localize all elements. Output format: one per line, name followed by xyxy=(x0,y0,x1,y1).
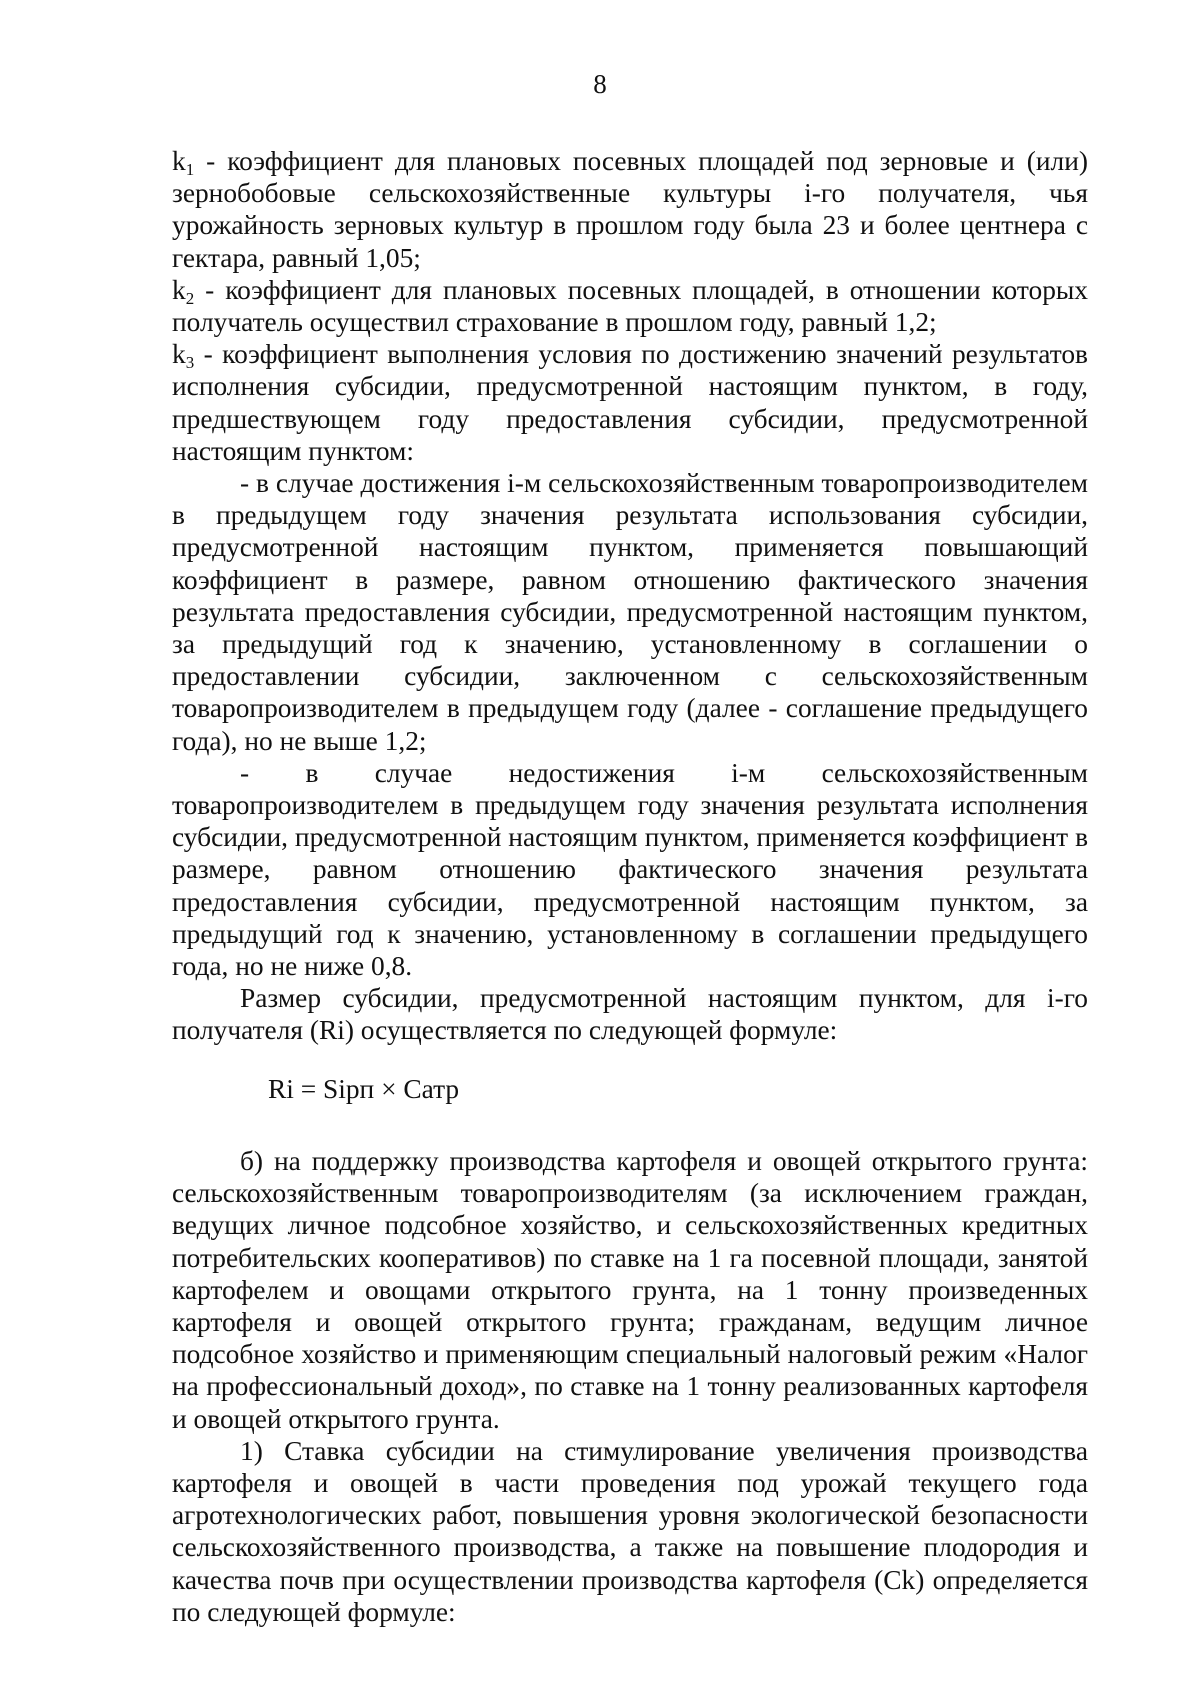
bullet-non-achievement: - в случае недостижения i-м сельскохозяйственным товаропроизводителем в предыдущем году значения результата исполнения субсидии, предусмотренной настоящим пунктом, применяется коэффициент в размере, равном отношению фактического значения результата предоставления субсидии, предусмотренной настоящим пунктом, за предыдущий год к значению, установленному в соглашении предыдущего года, но не ниже 0,8. xyxy=(172,757,1088,982)
page-number: 8 xyxy=(593,69,607,99)
symbol-k3: $k_3$ xyxy=(172,339,195,372)
definition-k3 xyxy=(172,338,1088,467)
definition-k2-text: - коэффициент для плановых посевных площадей, в отношении которых получатель осуществил страхование в прошлом году, равный 1,2; xyxy=(172,274,1088,338)
document-body xyxy=(172,145,1088,1628)
subsidy-size-paragraph: Размер субсидии, предусмотренной настоящим пунктом, для i-го получателя (Ri) осуществляется по следующей формуле: xyxy=(172,983,1088,1046)
paragraph-b: б) на поддержку производства картофеля и овощей открытого грунта: сельскохозяйственным товаропроизводителям (за исключением граждан, ведущих личное подсобное хозяйство, и сельскохозяйственных кредитных потребительских кооперативов) по ставке на 1 га посевной площади, занятой картофелем и овощами открытого грунта, на 1 тонну произведенных картофеля и овощей открытого грунта; гражданам, ведущим личное подсобное хозяйство и применяющим специальный налоговый режим «Налог на профессиональный доход», по ставке на 1 тонну реализованных картофеля и овощей открытого грунта. xyxy=(172,1145,1088,1434)
bullet-achievement: - в случае достижения i-м сельскохозяйственным товаропроизводителем в предыдущем году значения результата использования субсидии, предусмотренной настоящим пунктом, применяется повышающий коэффициент в размере, равном отношению фактического значения результата предоставления субсидии, предусмотренной настоящим пунктом, за предыдущий год к значению, установленному в соглашении о предоставлении субсидии, заключенном с сельскохозяйственным товаропроизводителем в предыдущем году (далее - соглашение предыдущего года), но не выше 1,2; xyxy=(172,468,1088,756)
paragraph-1: 1) Ставка субсидии на стимулирование увеличения производства картофеля и овощей в части проведения под урожай текущего года агротехнологических работ, повышения уровня экологической безопасности сельскохозяйственного производства, а также на повышение плодородия и качества почв при осуществлении производства картофеля (Ck) определяется по следующей формуле: xyxy=(172,1435,1088,1627)
symbol-k1: $k_1$ xyxy=(172,146,195,179)
definition-k1 xyxy=(172,145,1088,274)
definition-k2 xyxy=(172,274,1088,338)
symbol-k2: $k_2$ xyxy=(172,274,195,308)
formula-ri: Ri = Sipп × Cатр xyxy=(268,1073,460,1104)
definition-k3-text: - коэффициент выполнения условия по достижению значений результатов исполнения субсидии, предусмотренной настоящим пунктом, в году, предшествующем году предоставления субсидии, предусмотренной настоящим пунктом: xyxy=(172,339,1088,466)
definition-k1-text: - коэффициент для плановых посевных площадей под зерновые и (или) зернобобовые сельскохозяйственные культуры i-го получателя, чья урожайность зерновых культур в прошлом году была 23 и более центнера с гектара, равный 1,05; xyxy=(172,146,1088,273)
